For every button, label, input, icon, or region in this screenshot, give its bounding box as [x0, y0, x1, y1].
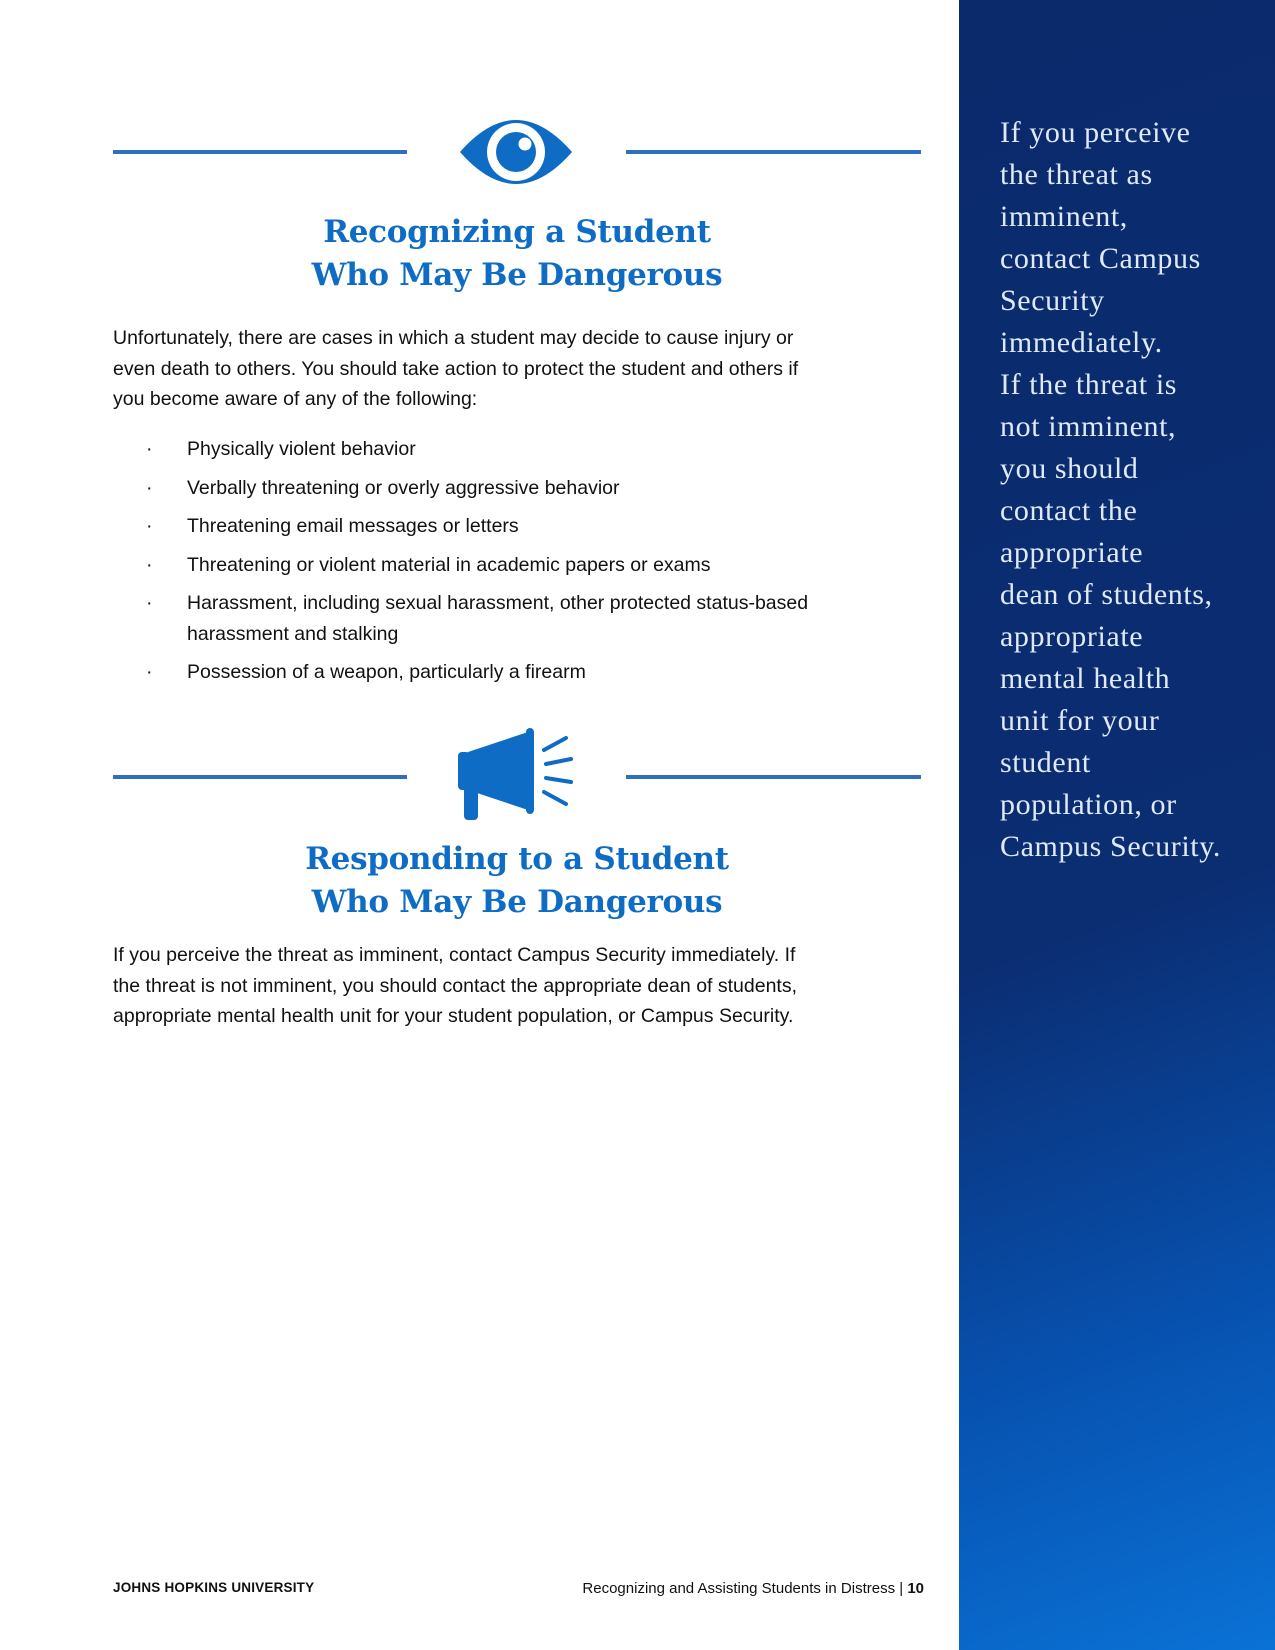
divider-left-1: [113, 150, 407, 154]
bullet-icon: ·: [146, 592, 153, 614]
text-line: the threat is not imminent, you should contact the appropriate dean of students,: [113, 974, 798, 997]
bullet-icon: ·: [146, 476, 153, 499]
sidebar-text-line: not imminent,: [1000, 410, 1177, 443]
sidebar-callout-text: [1000, 112, 1221, 868]
section-heading-recognizing: [113, 211, 921, 297]
sidebar-text-line: If the threat is: [1000, 368, 1178, 401]
list-item-text: Threatening email messages or letters: [187, 515, 519, 537]
sidebar-text-line: dean of students,: [1000, 578, 1213, 611]
text-line: you become aware of any of the following:: [113, 388, 478, 410]
sidebar-text-line: the threat as: [1000, 158, 1153, 191]
page-number: 10: [907, 1580, 924, 1597]
list-item: [113, 550, 933, 581]
list-item-text: Possession of a weapon, particularly a firearm: [187, 661, 586, 683]
list-item-text: Threatening or violent material in academic papers or exams: [187, 553, 711, 576]
divider-right-1: [626, 150, 921, 154]
bullet-icon: ·: [146, 553, 153, 576]
heading-line: Recognizing a Student: [323, 214, 711, 250]
sidebar-text-line: immediately.: [1000, 326, 1163, 359]
list-item: [113, 434, 933, 465]
section-heading-responding: [113, 838, 921, 924]
intro-paragraph: [113, 323, 933, 415]
footer-page-info: [582, 1580, 924, 1597]
footer-document-title: Recognizing and Assisting Students in Distress |: [582, 1580, 908, 1597]
list-item-text: Harassment, including sexual harassment, other protected status-based harassment and stalking: [187, 592, 809, 645]
bullet-icon: ·: [146, 515, 153, 537]
list-item: [113, 588, 933, 649]
bullet-icon: ·: [146, 661, 153, 683]
text-line: If you perceive the threat as imminent, contact Campus Security immediately. If: [113, 944, 796, 966]
sidebar-text-line: contact Campus: [1000, 242, 1201, 275]
list-item-text: Physically violent behavior: [187, 438, 416, 460]
divider-left-2: [113, 775, 407, 779]
sidebar-text-line: Campus Security.: [1000, 830, 1221, 863]
warning-signs-list: [113, 434, 933, 696]
sidebar-text-line: Security: [1000, 284, 1105, 317]
eye-icon: [458, 110, 574, 194]
text-line: appropriate mental health unit for your student population, or Campus Security.: [113, 1005, 794, 1027]
text-line: even death to others. You should take action to protect the student and others if: [113, 357, 799, 380]
text-line: Unfortunately, there are cases in which a student may decide to cause injury or: [113, 327, 794, 349]
footer-university-name: JOHNS HOPKINS UNIVERSITY: [113, 1580, 315, 1595]
sidebar-text-line: unit for your: [1000, 704, 1160, 737]
sidebar-text-line: appropriate: [1000, 536, 1144, 569]
list-item-text: Verbally threatening or overly aggressive behavior: [187, 476, 620, 499]
list-item: [113, 657, 933, 688]
sidebar-text-line: If you perceive: [1000, 116, 1191, 149]
sidebar-callout: [959, 0, 1275, 1650]
bullet-icon: ·: [146, 438, 153, 460]
sidebar-text-line: appropriate: [1000, 620, 1144, 653]
sidebar-text-line: you should: [1000, 452, 1139, 485]
heading-line: Who May Be Dangerous: [311, 257, 723, 293]
list-item: [113, 511, 933, 542]
divider-right-2: [626, 775, 921, 779]
sidebar-text-line: imminent,: [1000, 200, 1128, 233]
heading-line: Responding to a Student: [305, 841, 729, 877]
megaphone-icon: [456, 728, 576, 824]
heading-line: Who May Be Dangerous: [311, 884, 723, 920]
sidebar-text-line: mental health: [1000, 662, 1171, 695]
list-item: [113, 473, 933, 504]
sidebar-text-line: student: [1000, 746, 1091, 779]
sidebar-text-line: contact the: [1000, 494, 1138, 527]
response-paragraph: [113, 940, 933, 1032]
sidebar-text-line: population, or: [1000, 788, 1177, 821]
